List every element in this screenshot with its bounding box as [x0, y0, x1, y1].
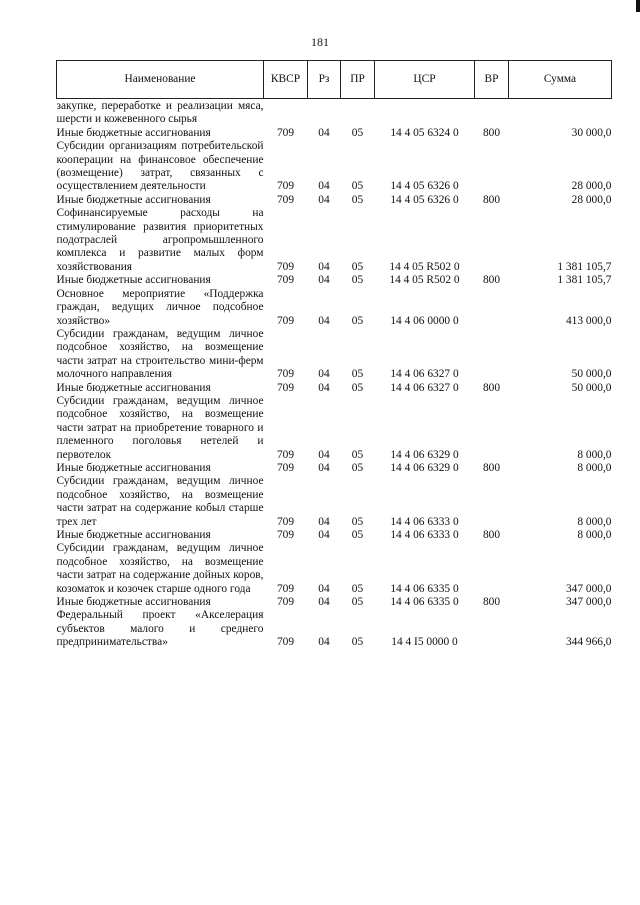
cell-pr: 05	[351, 636, 364, 649]
cell-kvsr: 709	[276, 368, 295, 381]
table-row	[57, 475, 612, 529]
budget-table	[56, 60, 612, 650]
table-row	[57, 462, 612, 475]
cell-kvsr: 709	[276, 260, 295, 273]
cell-sum: 344 966,0	[565, 636, 612, 649]
cell-csr: 14 4 05 R502 0	[389, 274, 460, 287]
table-row	[57, 194, 612, 207]
cell-name: Софинансируемые расходы на стимулирование развития приоритетных подотраслей агропромышленного комплекса и развитие малых форм хозяйствования	[56, 207, 264, 273]
cell-name: Субсидии гражданам, ведущим личное подсобное хозяйство, на возмещение части затрат на содержание кобыл старше трех лет	[56, 475, 264, 528]
cell-kvsr: 709	[276, 126, 295, 139]
cell-sum: 8 000,0	[577, 529, 612, 541]
cell-kvsr: 709	[276, 193, 295, 206]
cell-vr	[475, 207, 509, 274]
cell-csr: 14 4 06 6329 0	[390, 448, 459, 461]
table-row	[57, 127, 612, 140]
cell-pr	[341, 99, 375, 127]
cell-name: Иные бюджетные ассигнования	[56, 461, 211, 474]
cell-kvsr: 709	[276, 274, 295, 287]
table-row	[57, 529, 612, 542]
cell-name: Субсидии гражданам, ведущим личное подсобное хозяйство, на возмещение части затрат на содержание дойных коров, козоматок и козочек старше одного года	[56, 542, 264, 595]
cell-rz: 04	[318, 260, 330, 273]
cell-csr: 14 4 06 6327 0	[390, 368, 459, 381]
cell-sum: 413 000,0	[565, 314, 612, 327]
table-row	[57, 288, 612, 328]
cell-csr: 14 4 06 6333 0	[390, 515, 459, 528]
cell-rz: 04	[318, 448, 330, 461]
cell-kvsr: 709	[276, 582, 295, 595]
page-number: 181	[311, 35, 329, 49]
cell-rz: 04	[318, 274, 330, 287]
cell-vr	[475, 475, 509, 529]
cell-pr: 05	[351, 515, 364, 528]
cell-vr	[475, 395, 509, 462]
cell-name: закупке, переработке и реализации мяса, шерсти и кожевенного сырья	[56, 100, 264, 126]
cell-vr	[475, 609, 509, 649]
cell-vr	[475, 288, 509, 328]
table-row	[57, 207, 612, 274]
cell-pr: 05	[351, 529, 364, 541]
cell-sum: 28 000,0	[571, 193, 612, 206]
header-name: Наименование	[57, 61, 264, 99]
cell-kvsr: 709	[276, 314, 295, 327]
cell-vr: 800	[482, 596, 501, 609]
cell-rz	[308, 99, 341, 127]
table-body	[57, 99, 612, 650]
cell-csr: 14 4 06 6329 0	[390, 461, 459, 474]
cell-kvsr	[264, 99, 308, 127]
cell-kvsr: 709	[276, 596, 295, 609]
table-row	[57, 382, 612, 395]
cell-rz: 04	[318, 582, 330, 595]
table-row	[57, 328, 612, 382]
cell-sum: 30 000,0	[571, 126, 612, 139]
cell-pr: 05	[351, 381, 364, 394]
table-row	[57, 542, 612, 596]
cell-name: Федеральный проект «Акселерация субъектов малого и среднего предпринимательства»	[56, 609, 264, 649]
cell-vr: 800	[482, 274, 501, 287]
cell-pr: 05	[351, 314, 364, 327]
cell-pr: 05	[351, 368, 364, 381]
cell-sum: 347 000,0	[565, 596, 612, 609]
table-row	[57, 274, 612, 287]
cell-pr: 05	[351, 448, 364, 461]
cell-sum: 28 000,0	[571, 180, 612, 193]
cell-rz: 04	[318, 314, 330, 327]
cell-name: Иные бюджетные ассигнования	[56, 274, 211, 287]
cell-sum: 1 381 105,7	[557, 260, 612, 273]
cell-csr: 14 4 06 6335 0	[390, 596, 459, 609]
header-kvsr: КВСР	[264, 61, 308, 99]
header-csr: ЦСР	[375, 61, 475, 99]
cell-csr: 14 4 06 6335 0	[390, 582, 459, 595]
table-row	[57, 99, 612, 127]
cell-name: Субсидии гражданам, ведущим личное подсобное хозяйство, на возмещение части затрат на строительство мини-ферм молочного направления	[56, 327, 264, 381]
header-rz: Рз	[308, 61, 341, 99]
cell-csr: 14 4 05 6326 0	[390, 180, 459, 193]
cell-sum: 50 000,0	[571, 381, 612, 394]
cell-name: Иные бюджетные ассигнования	[56, 596, 211, 609]
cell-vr: 800	[482, 193, 501, 206]
cell-vr	[475, 140, 509, 194]
cell-name: Иные бюджетные ассигнования	[56, 126, 211, 139]
cell-rz: 04	[318, 180, 330, 193]
cell-rz: 04	[318, 515, 330, 528]
table-row	[57, 140, 612, 194]
cell-vr: 800	[482, 126, 501, 139]
cell-kvsr: 709	[276, 529, 295, 541]
cell-vr: 800	[482, 381, 501, 394]
cell-pr: 05	[351, 596, 364, 609]
cell-rz: 04	[318, 368, 330, 381]
cell-rz: 04	[318, 596, 330, 609]
cell-pr: 05	[351, 180, 364, 193]
cell-pr: 05	[351, 274, 364, 287]
cell-sum: 1 381 105,7	[557, 274, 612, 287]
cell-csr: 14 4 I5 0000 0	[391, 636, 458, 649]
cell-sum: 347 000,0	[565, 582, 612, 595]
cell-csr: 14 4 05 6324 0	[390, 126, 459, 139]
cell-vr: 800	[482, 461, 501, 474]
cell-kvsr: 709	[276, 515, 295, 528]
cell-sum	[509, 99, 612, 127]
cell-vr	[475, 99, 509, 127]
cell-csr: 14 4 05 6326 0	[390, 193, 459, 206]
cell-csr	[375, 99, 475, 127]
cell-csr: 14 4 06 6327 0	[390, 381, 459, 394]
scan-edge-mark	[636, 0, 640, 12]
cell-kvsr: 709	[276, 180, 295, 193]
cell-csr: 14 4 06 0000 0	[390, 314, 459, 327]
cell-name: Иные бюджетные ассигнования	[56, 193, 211, 206]
cell-name: Основное мероприятие «Поддержка граждан, ведущих личное подсобное хозяйство»	[56, 287, 264, 327]
cell-kvsr: 709	[276, 461, 295, 474]
cell-sum: 50 000,0	[571, 368, 612, 381]
cell-sum: 8 000,0	[577, 448, 612, 461]
cell-sum: 8 000,0	[577, 515, 612, 528]
cell-pr: 05	[351, 260, 364, 273]
cell-vr: 800	[482, 529, 501, 541]
cell-rz: 04	[318, 529, 330, 541]
cell-kvsr: 709	[276, 636, 295, 649]
cell-vr	[475, 542, 509, 596]
cell-rz: 04	[318, 461, 330, 474]
header-pr: ПР	[341, 61, 375, 99]
header-vr: ВР	[475, 61, 509, 99]
cell-pr: 05	[351, 461, 364, 474]
table-row	[57, 395, 612, 462]
cell-rz: 04	[318, 381, 330, 394]
cell-kvsr: 709	[276, 448, 295, 461]
cell-pr: 05	[351, 193, 364, 206]
header-sum: Сумма	[509, 61, 612, 99]
cell-kvsr: 709	[276, 381, 295, 394]
cell-vr	[475, 328, 509, 382]
cell-name: Субсидии организациям потребительской кооперации на финансовое обеспечение (возмещение) затрат, связанных с осуществлением деятельности	[56, 140, 264, 193]
table-header-row	[57, 61, 612, 99]
cell-sum: 8 000,0	[577, 461, 612, 474]
table-row	[57, 596, 612, 609]
table-row	[57, 609, 612, 649]
cell-name: Субсидии гражданам, ведущим личное подсобное хозяйство, на возмещение части затрат на приобретение товарного и племенного поголовья нетелей и первотелок	[56, 394, 264, 461]
cell-csr: 14 4 06 6333 0	[390, 529, 459, 541]
cell-name: Иные бюджетные ассигнования	[56, 381, 211, 394]
cell-rz: 04	[318, 126, 330, 139]
cell-csr: 14 4 05 R502 0	[389, 260, 460, 273]
cell-pr: 05	[351, 582, 364, 595]
cell-name: Иные бюджетные ассигнования	[56, 529, 211, 541]
cell-rz: 04	[318, 636, 330, 649]
cell-pr: 05	[351, 126, 364, 139]
cell-rz: 04	[318, 193, 330, 206]
